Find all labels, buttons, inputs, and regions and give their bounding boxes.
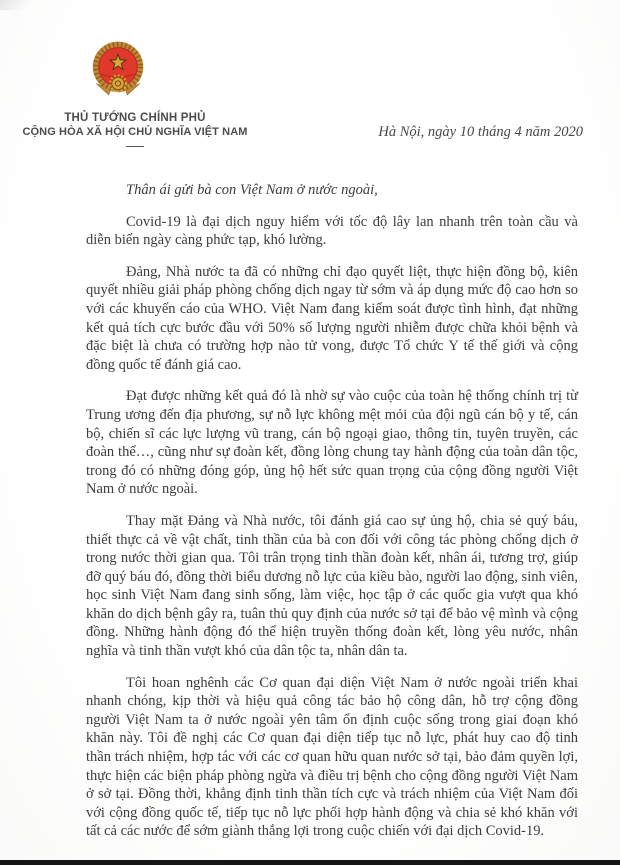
body-paragraph: Thay mặt Đảng và Nhà nước, tôi đánh giá cao sự ủng hộ, chia sẻ quý báu, thiết thực cả về vật chất, tinh thần của bà con đối với công tác phòng chống dịch ở trong nước thời gian qua. Tôi trân trọng tinh thần đoàn kết, nhân ái, tương trợ, giúp đỡ quý báu đó, đồng thời biểu dương nỗ lực của kiều bào, người lao động, sinh viên, học sinh Việt Nam đang sinh sống, làm việc, học tập ở các quốc gia vượt qua khó khăn do dịch bệnh gây ra, tuân thủ quy định của nước sở tại để bảo vệ mình và cộng đồng. Những hành động đó thể hiện truyền thống đoàn kết, lòng yêu nước, nhân nghĩa và tinh thần vượt khó của dân tộc ta, nhân dân ta. xyxy=(86,512,578,660)
dateline: Hà Nội, ngày 10 tháng 4 năm 2020 xyxy=(378,124,583,140)
body-paragraph: Đạt được những kết quả đó là nhờ sự vào cuộc của toàn hệ thống chính trị từ Trung ương đến địa phương, sự nỗ lực không mệt mỏi của đội ngũ cán bộ y tế, cán bộ, chiến sĩ các lực lượng vũ trang, cán bộ ngoại giao, thông tin, tuyên truyền, các đoàn thể…, cũng như sự đoàn kết, đồng lòng chung tay hành động của toàn dân tộc, trong đó có những đóng góp, ủng hộ hết sức quan trọng của cộng đồng người Việt Nam ở nước ngoài. xyxy=(86,388,578,498)
org-block xyxy=(22,111,248,147)
body-paragraph: Tôi hoan nghênh các Cơ quan đại diện Việt Nam ở nước ngoài triển khai nhanh chóng, kịp thời và hiệu quả công tác bảo hộ công dân, hỗ trợ cộng đồng người Việt Nam ta ở nước ngoài yên tâm ổn định cuộc sống trong giai đoạn khó khăn này. Tôi đề nghị các Cơ quan đại diện tiếp tục nỗ lực, phát huy cao độ tinh thần trách nhiệm, hợp tác với các cơ quan hữu quan nước sở tại, bảo đảm quyền lợi, thực hiện các biện pháp phòng ngừa và điều trị bệnh cho cộng đồng người Việt Nam ở sở tại. Đồng thời, khẳng định tinh thần tích cực và trách nhiệm của Việt Nam đối với cộng đồng quốc tế, tiếp tục nỗ lực phối hợp hành động và chia sẻ khó khăn với tất cả các nước để sớm giành thắng lợi trong cuộc chiến với đại dịch Covid-19. xyxy=(86,674,578,840)
letter-body xyxy=(86,181,578,854)
body-paragraph: Đảng, Nhà nước ta đã có những chỉ đạo quyết liệt, thực hiện đồng bộ, kiên quyết nhiều giải pháp phòng chống dịch ngay từ sớm và áp dụng mức độ cao hơn so với các khuyến cáo của WHO. Việt Nam đang kiểm soát được tình hình, đạt những kết quả tích cực bước đầu với 50% số lượng người nhiễm được chữa khỏi bệnh và đặc biệt là chưa có trường hợp nào tử vong, được Tổ chức Y tế thế giới và cộng đồng quốc tế đánh giá cao. xyxy=(86,263,578,373)
scan-bottom-edge xyxy=(0,860,620,865)
country-name: CỘNG HÒA XÃ HỘI CHỦ NGHĨA VIỆT NAM xyxy=(22,126,248,138)
issuer-name: THỦ TƯỚNG CHÍNH PHỦ xyxy=(64,112,206,124)
letter-header xyxy=(0,0,620,170)
vietnam-national-emblem-icon xyxy=(92,38,144,104)
salutation: Thân ái gửi bà con Việt Nam ở nước ngoài, xyxy=(126,182,378,198)
header-divider xyxy=(126,146,144,147)
body-paragraph: Covid-19 là đại dịch nguy hiểm với tốc độ lây lan nhanh trên toàn cầu và diễn biến ngày càng phức tạp, khó lường. xyxy=(86,213,578,249)
